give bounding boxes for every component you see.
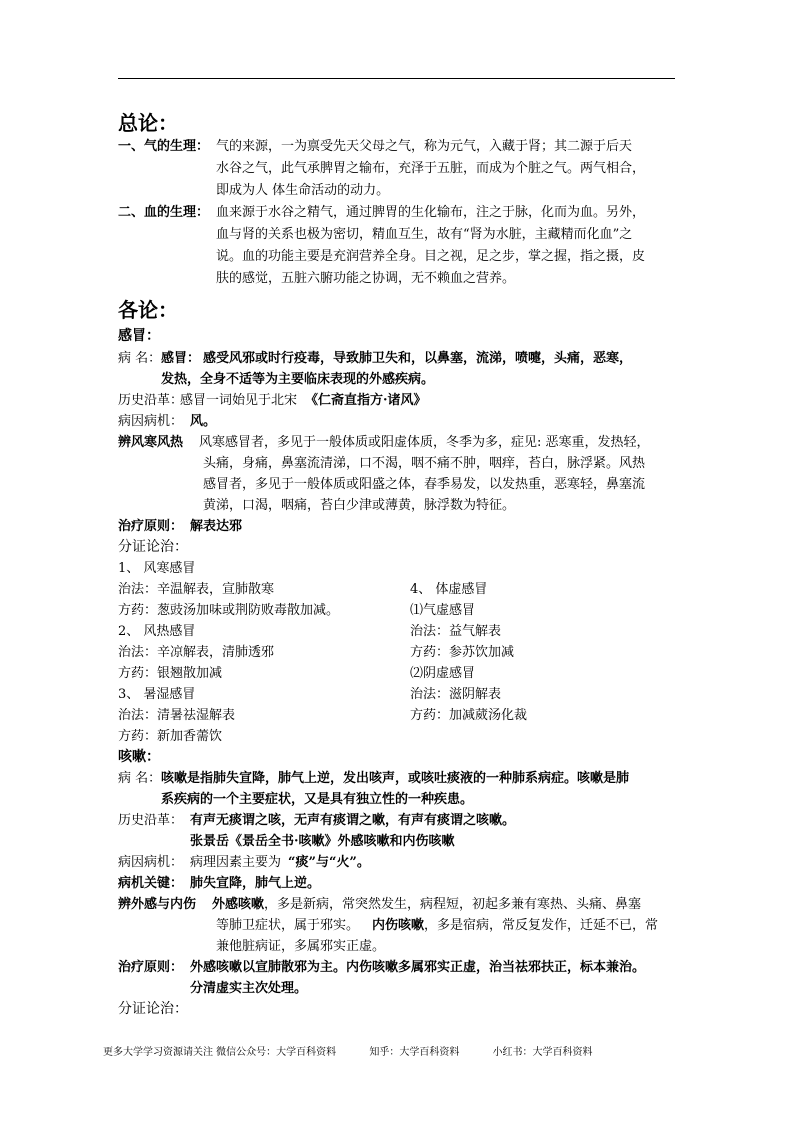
cold-right-2: ⑴气虚感冒 xyxy=(410,603,476,618)
cold-left-1: 1、 风寒感冒 xyxy=(118,561,196,576)
page-footer xyxy=(103,1043,623,1058)
cough-diff-line-2b: ，多是宿病，常反复发作，迁延不已，常 xyxy=(424,918,659,933)
cold-title: 感冒： xyxy=(118,328,160,344)
qi-label: 一、气的生理： xyxy=(118,139,210,154)
cold-left-4: 2、 风热感冒 xyxy=(118,624,196,639)
cough-history-line-2: 张景岳《景岳全书·咳嗽》外感咳嗽和内伤咳嗽 xyxy=(190,834,455,849)
footer-wechat: 更多大学学习资源请关注 微信公众号：大学百科资料 xyxy=(103,1047,337,1058)
cold-principle-text: 解表达邪 xyxy=(190,519,243,534)
cold-etiology-text: 风。 xyxy=(190,414,217,429)
cold-history-label: 历史沿革： xyxy=(118,393,184,408)
cold-right-4: 方药：参苏饮加减 xyxy=(410,645,515,660)
cold-left-5: 治法：辛凉解表，清肺透邪 xyxy=(118,645,275,660)
header-rule xyxy=(118,78,675,79)
cold-left-7: 3、 暑湿感冒 xyxy=(118,687,196,702)
cold-right-6: 治法：滋阴解表 xyxy=(410,687,502,702)
cough-etiology-bold: “痰”与“火”。 xyxy=(288,855,370,870)
blood-line-2: 血与肾的关系也极为密切，精血互生，故有“肾为水脏，主藏精而化血”之 xyxy=(216,227,633,242)
cold-left-3: 方药：葱豉汤加味或荆防败毒散加减。 xyxy=(118,603,340,618)
cold-diff-line-3: 感冒者，多见于一般体质或阳盛之体，春季易发，以发热重，恶寒轻，鼻塞流 xyxy=(203,477,646,492)
general-heading: 总论： xyxy=(118,111,178,135)
cough-diff-line-1: ，多是新病，常突然发生，病程短，初起多兼有寒热、头痛、鼻塞 xyxy=(264,897,642,912)
cough-diff-line-2a: 等肺卫症状，属于邪实。 xyxy=(216,918,360,933)
cough-history-line-1: 有声无痰谓之咳，无声有痰谓之嗽，有声有痰谓之咳嗽。 xyxy=(190,813,516,828)
cold-diff-label: 辨风寒风热 xyxy=(118,435,184,450)
cold-diff-line-2: 头痛，身痛，鼻塞流清涕，口不渴，咽不痛不肿，咽痒，苔白，脉浮紧。风热 xyxy=(203,456,646,471)
cough-key-text: 肺失宣降，肺气上逆。 xyxy=(190,876,321,891)
cough-diff-internal: 内伤咳嗽 xyxy=(372,918,425,933)
cold-right-3: 治法：益气解表 xyxy=(410,624,502,639)
cold-left-2: 治法：辛温解表，宣肺散寒 xyxy=(118,582,275,597)
cold-def-line-1: 感受风邪或时行疫毒，导致肺卫失和，以鼻塞，流涕，喷嚏，头痛，恶寒， xyxy=(203,351,633,366)
cough-history-label: 历史沿革： xyxy=(118,813,184,828)
cough-principle-line-1: 外感咳嗽以宣肺散邪为主。内伤咳嗽多属邪实正虚，治当祛邪扶正，标本兼治。 xyxy=(190,960,646,975)
cold-diff-line-4: 黄涕，口渴，咽痛，苔白少津或薄黄，脉浮数为特征。 xyxy=(203,498,516,513)
cough-etiology-label: 病因病机： xyxy=(118,855,184,870)
cough-key-label: 病机关键： xyxy=(118,876,184,891)
qi-line-3: 即成为人 体生命活动的动力。 xyxy=(216,183,390,198)
cough-principle-line-2: 分清虚实主次处理。 xyxy=(190,981,308,996)
cough-def-line-1: 咳嗽是指肺失宣降，肺气上逆，发出咳声，或咳吐痰液的一种肺系病症。咳嗽是肺 xyxy=(161,771,630,786)
cold-treat-heading: 分证论治： xyxy=(118,539,188,555)
cold-diff-line-1: 风寒感冒者，多见于一般体质或阳虚体质，冬季为多，症见: 恶寒重，发热轻， xyxy=(199,435,650,450)
cold-def-line-2: 发热，全身不适等为主要临床表现的外感疾病。 xyxy=(161,372,435,387)
cough-treat-heading: 分证论治： xyxy=(118,1001,188,1017)
cold-history-book: 《仁斋直指方·诸风》 xyxy=(305,393,427,408)
cold-right-5: ⑵阴虚感冒 xyxy=(410,666,476,681)
cough-def-line-2: 系疾病的一个主要症状，又是具有独立性的一种疾患。 xyxy=(161,792,474,807)
cold-history-text: 感冒一词始见于北宋 xyxy=(180,393,298,408)
cold-left-8: 治法：清暑祛湿解表 xyxy=(118,708,236,723)
cough-diff-external: 外感咳嗽 xyxy=(212,897,265,912)
blood-line-1: 血来源于水谷之精气，通过脾胃的生化输布，注之于脉，化而为血。另外， xyxy=(216,205,646,220)
qi-line-2: 水谷之气，此气承脾胃之输布，充泽于五脏，而成为个脏之气。两气相合， xyxy=(216,161,646,176)
footer-xiaohongshu: 小红书：大学百科资料 xyxy=(492,1047,593,1058)
specific-heading: 各论： xyxy=(118,298,178,322)
cold-etiology-label: 病因病机： xyxy=(118,414,184,429)
footer-zhihu: 知乎：大学百科资料 xyxy=(369,1047,460,1058)
cold-right-1: 4、 体虚感冒 xyxy=(410,582,488,597)
qi-line-1: 气的来源，一为禀受先天父母之气，称为元气，入藏于肾；其二源于后天 xyxy=(216,139,633,154)
cough-diff-line-3: 兼他脏病证，多属邪实正虚。 xyxy=(216,939,386,954)
cold-left-6: 方药：银翘散加减 xyxy=(118,666,223,681)
cough-diff-label: 辨外感与内伤 xyxy=(118,897,197,912)
cough-principle-label: 治疗原则： xyxy=(118,960,184,975)
cold-principle-label: 治疗原则： xyxy=(118,519,184,534)
cold-right-7: 方药：加减葳汤化裁 xyxy=(410,708,528,723)
blood-line-4: 肤的感觉，五脏六腑功能之协调，无不赖血之营养。 xyxy=(216,271,516,286)
cold-def-label: 病 名： xyxy=(118,351,162,366)
cough-title: 咳嗽： xyxy=(118,749,160,765)
blood-label: 二、血的生理： xyxy=(118,205,210,220)
cough-etiology-text: 病理因素主要为 xyxy=(190,855,282,870)
cold-left-9: 方药：新加香薷饮 xyxy=(118,729,223,744)
cough-def-label: 病 名： xyxy=(118,771,162,786)
cold-def-term: 感冒： xyxy=(161,351,201,366)
blood-line-3: 说。血的功能主要是充润营养全身。目之视，足之步，掌之握，指之摄，皮 xyxy=(216,249,646,264)
